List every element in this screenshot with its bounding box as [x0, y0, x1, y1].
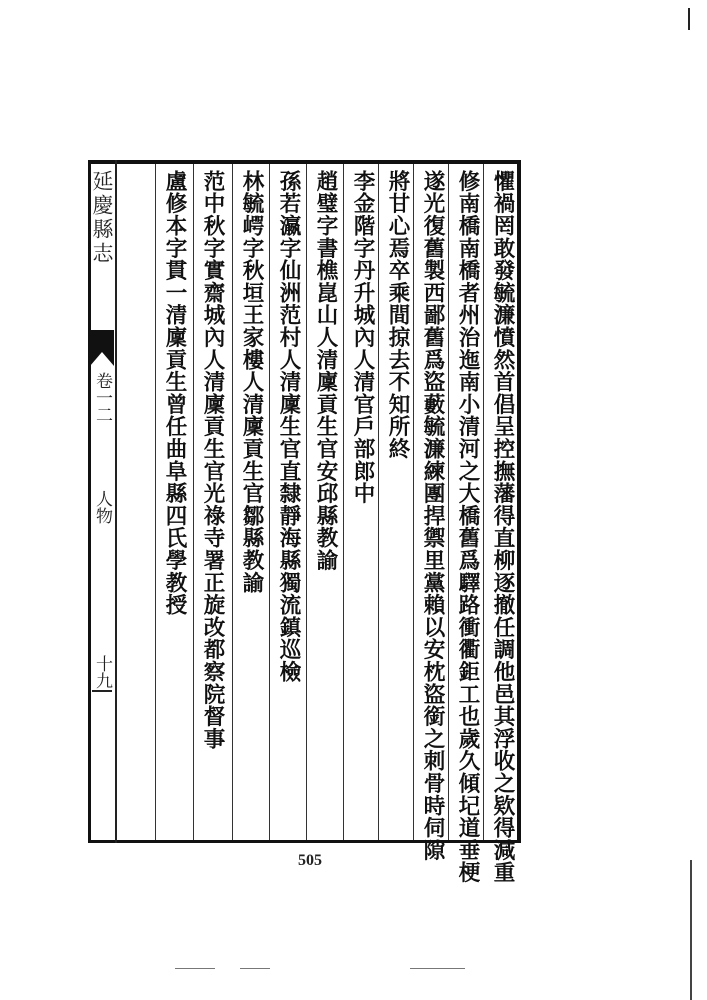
column-rule: [306, 164, 307, 840]
scan-mark: [688, 8, 690, 30]
volume-label: 卷一二: [92, 372, 112, 423]
frame-top-border: [88, 160, 520, 164]
column-rule: [155, 164, 156, 840]
text-column-4: 將甘心焉卒乘間掠去不知所終: [385, 170, 410, 460]
scan-noise: [175, 968, 215, 969]
text-column-3: 遂光復舊製西鄙舊爲盜藪毓濂練團捍禦里黨賴以安枕盜銜之刺骨時伺隙: [420, 170, 445, 862]
section-label: 人物: [92, 490, 112, 524]
scan-mark: [690, 860, 692, 1000]
column-rule: [269, 164, 270, 840]
margin-tick: [92, 690, 112, 692]
text-column-10: 盧修本字貫一清廩貢生曾任曲阜縣四氏學教授: [162, 170, 187, 616]
margin-divider: [115, 160, 117, 843]
text-column-2: 修南橋南橋者州治迤南小清河之大橋舊爲驛路衝衢鉅工也歲久傾圮道垂梗: [455, 170, 480, 884]
text-column-8: 林毓崿字秋垣王家樓人清廩貢生官鄒縣教諭: [239, 170, 264, 594]
column-rule: [232, 164, 233, 840]
fishtail-mark: [90, 330, 114, 366]
page-number: 505: [298, 852, 322, 869]
text-column-1: 懼禍罔敢發毓濂憤然首倡呈控撫藩得直柳逐撤任調他邑其浮收之欵得減重: [490, 170, 515, 884]
scan-noise: [240, 968, 270, 969]
book-title: 延慶縣志: [90, 170, 114, 266]
column-rule: [343, 164, 344, 840]
leaf-number: 十九: [92, 655, 112, 689]
scan-noise: [410, 968, 465, 969]
text-column-5: 李金階字丹升城內人清官戶部郎中: [350, 170, 375, 505]
text-column-7: 孫若瀛字仙洲范村人清廩生官直隸靜海縣獨流鎮巡檢: [276, 170, 301, 683]
column-rule: [193, 164, 194, 840]
text-column-6: 趙璧字書樵崑山人清廩貢生官安邱縣教諭: [313, 170, 338, 572]
text-column-9: 范中秋字實齋城內人清廩貢生官光祿寺署正旋改都察院督事: [200, 170, 225, 750]
